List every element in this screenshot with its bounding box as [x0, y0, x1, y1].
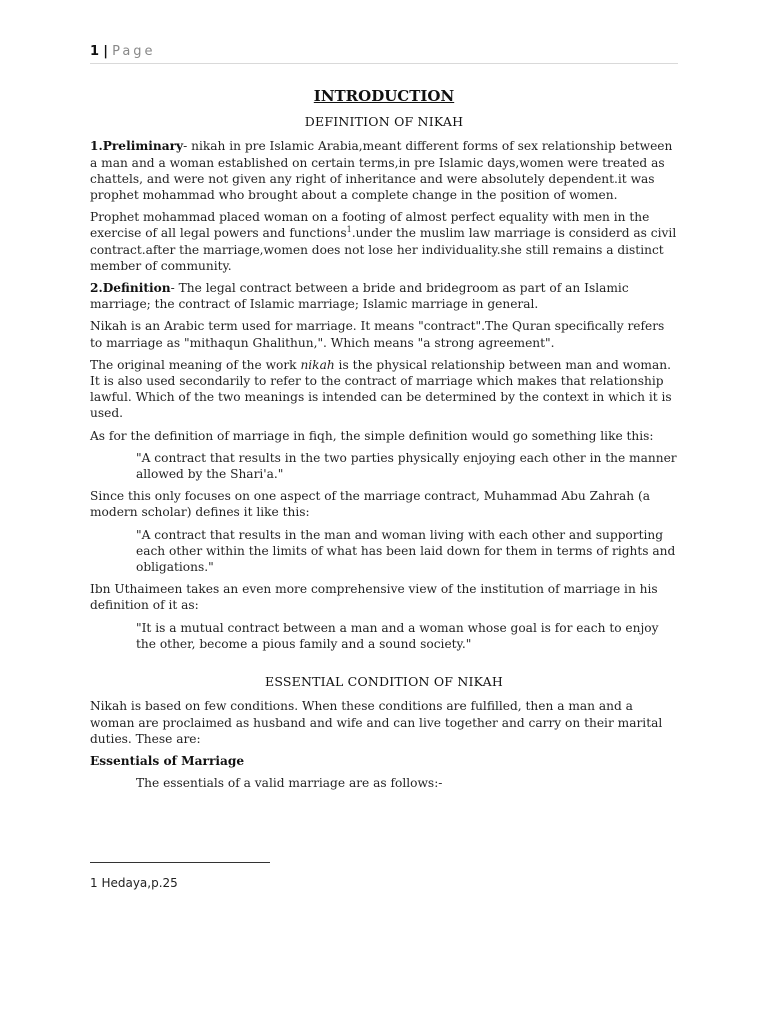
section-heading-essential-condition: ESSENTIAL CONDITION OF NIKAH: [265, 674, 503, 690]
preliminary-label: 1.Preliminary: [90, 139, 184, 154]
essentials-heading: Essentials of Marriage: [90, 753, 245, 768]
paragraph-prophet: [90, 209, 678, 274]
paragraph-fiqh: As for the definition of marriage in fiqh, the simple definition would go something like this:: [90, 428, 654, 443]
footnote-text: 1 Hedaya,p.25: [90, 876, 178, 890]
paragraph-essentials-list-intro: The essentials of a valid marriage are as follows:-: [136, 776, 443, 791]
meaning-text-end: is the physical relationship between man and woman. It is also used secondarily to refer to the contract of marriage which makes that relationship lawful. Which of the two meanings is intended can be determined by the context in which it is used.: [90, 357, 672, 421]
page-header: [90, 44, 678, 64]
meaning-text-start: The original meaning of the work: [90, 357, 301, 372]
preliminary-text: - nikah in pre Islamic Arabia,meant different forms of sex relationship between a man and a woman established on certain terms,in pre Islamic days,women were treated as chattels, and were not given any right of inheritance and were absolutely dependent.it was prophet mohammad who brought about a complete change in the position of women.: [90, 139, 673, 203]
footnote-ref: 1: [346, 225, 352, 235]
paragraph-original-meaning: [90, 357, 678, 422]
page-separator: |: [103, 44, 108, 59]
page-word: Page: [112, 44, 156, 59]
nikah-italic: nikah: [300, 357, 335, 372]
document-title: INTRODUCTION: [313, 87, 455, 105]
footnote-divider: [90, 862, 270, 863]
page-number: 1: [90, 44, 100, 59]
quote-shari-a: "A contract that results in the two parties physically enjoying each other in the manner allowed by the Shari'a.": [136, 450, 677, 482]
paragraph-conditions: Nikah is based on few conditions. When these conditions are fulfilled, then a man and a woman are proclaimed as husband and wife and can live together and carry on their marital duties. These are:: [90, 699, 663, 746]
paragraph-ibn-uthaimeen: Ibn Uthaimeen takes an even more comprehensive view of the institution of marriage in his definition of it as:: [90, 582, 658, 613]
definition-text: - The legal contract between a bride and bridegroom as part of an Islamic marriage; the contract of Islamic marriage; Islamic marriage in general.: [90, 281, 629, 312]
paragraph-definition: [90, 280, 678, 312]
prophet-text-end: .under the muslim law marriage is considerd as civil contract.after the marriage,women does not lose her individuality.she still remains a distinct member of community.: [90, 226, 677, 273]
document-body: [90, 88, 678, 797]
definition-label: 2.Definition: [90, 281, 171, 296]
quote-ibn-uthaimeen: "It is a mutual contract between a man and a woman whose goal is for each to enjoy the other, become a pious family and a sound society.": [136, 620, 659, 651]
section-heading-definition: DEFINITION OF NIKAH: [304, 114, 464, 130]
prophet-text-start: Prophet mohammad placed woman on a footing of almost perfect equality with men in the exercise of all legal powers and functions: [90, 210, 650, 241]
paragraph-arabic-term: Nikah is an Arabic term used for marriage. It means "contract".The Quran specifically refers to marriage as "mithaqun Ghalithun,". Which means "a strong agreement".: [90, 319, 665, 350]
subheading-essentials: [90, 753, 678, 769]
paragraph-abu-zahrah: Since this only focuses on one aspect of the marriage contract, Muhammad Abu Zahrah (a modern scholar) defines it like this:: [90, 489, 651, 520]
paragraph-preliminary: [90, 138, 678, 203]
quote-abu-zahrah: "A contract that results in the man and woman living with each other and supporting each other within the limits of what has been laid down for them in terms of rights and obligations.": [136, 527, 676, 575]
